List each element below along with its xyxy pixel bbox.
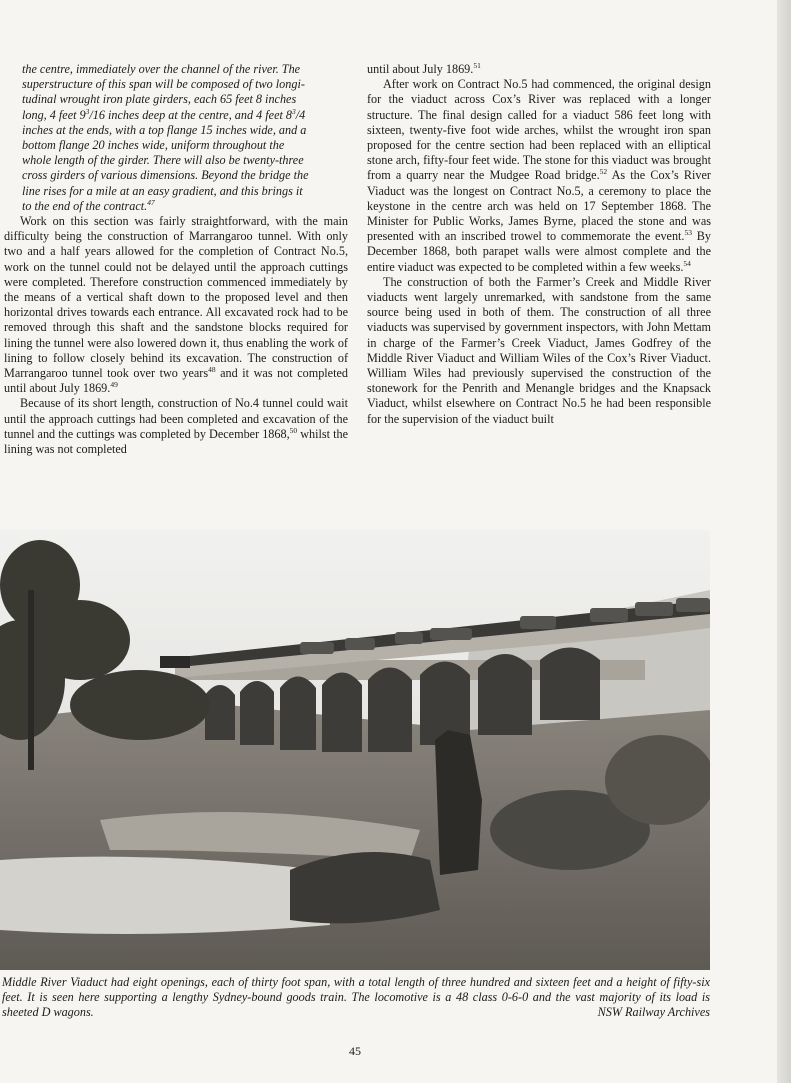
quote-line: tudinal wrought iron plate girders, each 65 feet 8 inches [22,92,297,107]
viaduct-photograph [0,530,710,970]
right-column [367,62,711,427]
quote-line: superstructure of this span will be composed of two longi- [22,77,305,92]
quote-line: long, 4 feet $9^3/16$ inches deep at the centre, and 4 feet $8^3/4$ [22,106,306,122]
quote-line: line rises for a mile at an easy gradient, and this brings it [22,183,303,198]
viaduct-photo-illustration [0,530,710,970]
photo-credit: NSW Railway Archives [597,1005,710,1020]
quote-line: bottom flange 20 inches wide, uniform throughout the [22,138,285,153]
footnote-ref: 48 [208,365,216,374]
fraction-numerator: 3 [292,106,296,116]
footnote-ref: 52 [599,167,608,177]
body-paragraph: The construction of both the Farmer’s Creek and Middle River viaducts went largely unremarked, with sandstone from the same source being used in both of them. The construction of all three viaducts was supervised by government inspectors, with John Mettam in charge of the Farmer’s Creek Viaduct, James Godfrey of the Middle River Viaduct and William Wiles of the Cox’s River Viaduct. William Wiles had previously supervised the construction of the stonework for the Penrith and Menangle bridges and the Knapsack Viaduct, whilst elsewhere on Contract No.5 he had been responsible for the supervision of the viaduct built [367,274,711,426]
fraction-numerator: 3 [85,106,90,116]
block-quote [4,62,348,214]
caption-text: Middle River Viaduct had eight openings, each of thirty foot span, with a total length of three hundred and sixteen feet and a height of fifty-six feet. It is seen here supporting a lengthy Sydney-bound goods train. The locomotive is a 48 class 0-6-0 and the vast majority of its load is sheeted D wagons. [2,975,710,1020]
footnote-ref: 49 [110,380,118,390]
photo-caption [2,975,710,1021]
body-paragraph: After work on Contract No.5 had commenced, the original design for the viaduct across Cox’s River was replaced with a longer structure. The final design called for a viaduct 586 feet long with sixteen, twenty-five foot wide arches, whilst the wrought iron span proposed for the centre section had been replaced with an elliptical stone arch, fifty-four feet wide. The stone for this viaduct was brought from a quarry near the Mudgee Road bridge.$^{52}$ As the Cox’s River Viaduct was the longest on Contract No.5, a ceremony to place the keystone in the centre arch was held on 17 September 1868. The Minister for Public Works, James Byrne, placed the stone and was presented with an inscribed trowel to commemorate the event.$^{53}$ By December 1868, both parapet walls were almost complete and the entire viaduct was expected to be completed within a few weeks.$^{54}$ [367,77,711,274]
body-paragraph: Work on this section was fairly straightforward, with the main difficulty being the construction of Marrangaroo tunnel. With only two and a half years allowed for the completion of Contract No.5, work on the tunnel could not be delayed until the approach cuttings were completed. Therefore construction commenced immediately by the means of a vertical shaft down to the proposed level and then horizontal drives towards each entrance. All excavated rock had to be removed through this shaft and the sandstone blocks required for lining the tunnel were also lowered down it, thus enabling the work of lining to follow closely behind its excavation. The construction of Marrangaroo tunnel took over two years$^{48}$ and it was not completed until about July 1869.49 [4,214,348,396]
page-number: 45 [349,1044,361,1058]
quote-line: the centre, immediately over the channel of the river. The [22,62,301,76]
page-edge [777,0,791,1083]
footnote-ref: 54 [683,258,691,268]
quote-line: whole length of the girder. There will also be twenty-three [22,153,304,168]
footnote-ref: 47 [147,197,155,207]
body-paragraph: until about July 1869.51 [367,60,481,76]
footnote-ref: 53 [684,228,692,238]
footnote-ref: 50 [289,425,298,435]
left-column [4,62,348,457]
footnote-ref: 51 [473,60,481,70]
quote-line: to the end of the contract.$^{47}$ [22,197,155,213]
quote-line: inches at the ends, with a top flange 15 inches wide, and a [22,122,307,137]
quote-line: cross girders of various dimensions. Beyond the bridge the [22,168,309,183]
body-paragraph: Because of its short length, construction of No.4 tunnel could wait until the approach cuttings had been completed and excavation of the tunnel and the cuttings was completed by December 1868,50 whilst the lining was not completed [4,396,349,457]
